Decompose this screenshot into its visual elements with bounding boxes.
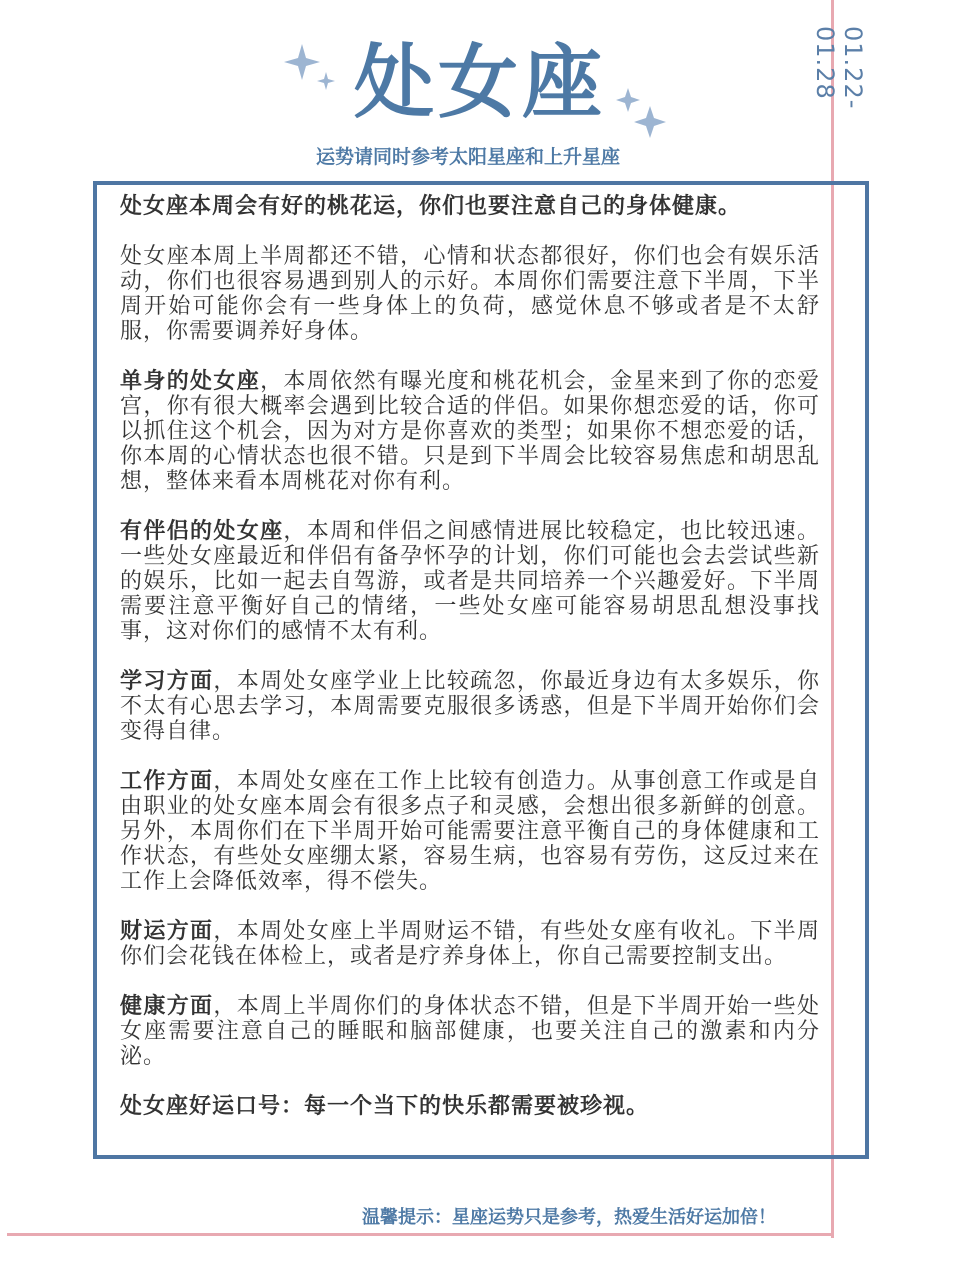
section-label: 健康方面 <box>120 994 214 1019</box>
section-text: ，本周处女座在工作上比较有创造力。从事创意工作或是自由职业的处女座本周会有很多点子和灵感，会想出很多新鲜的创意。另外，本周你们在下半周开始可能需要注意平衡自己的身体健康和工作状态，有些处女座绷太紧，容易生病，也容易有劳伤，这反过来在工作上会降低效率，得不偿失。 <box>120 769 820 894</box>
subtitle: 运势请同时参考太阳星座和上升星座 <box>315 146 620 168</box>
pink-horizontal-line <box>7 1233 834 1236</box>
page-title: 处女座 <box>354 36 606 129</box>
section-text: ，本周依然有曝光度和桃花机会，金星来到了你的恋爱宫，你有很大概率会遇到比较合适的伴侣。如果你想恋爱的话，你可以抓住这个机会，因为对方是你喜欢的类型；如果你不想恋爱的话，你本周的心情状态也很不错。只是到下半周会比较容易焦虑和胡思乱想，整体来看本周桃花对你有利。 <box>120 369 820 494</box>
overview-paragraph: 处女座本周上半周都还不错，心情和状态都很好，你们也会有娱乐活动，你们也很容易遇到别人的示好。本周你们需要注意下半周，下半周开始可能你会有一些身体上的负荷，感觉休息不够或者是不太舒服，你需要调养好身体。 <box>120 244 820 344</box>
section-label: 工作方面 <box>120 769 214 794</box>
date-range: 01.22-01.28 <box>811 26 867 110</box>
section-study <box>120 669 820 744</box>
section-text: ，本周和伴侣之间感情进展比较稳定，也比较迅速。一些处女座最近和伴侣有备孕怀孕的计划，你们可能也会去尝试些新的娱乐，比如一起去自驾游，或者是共同培养一个兴趣爱好。下半周需要注意平衡好自己的情绪，一些处女座可能容易胡思乱想没事找事，这对你们的感情不太有利。 <box>120 519 820 644</box>
section-single <box>120 369 820 494</box>
section-work <box>120 769 820 894</box>
section-text: ，本周处女座学业上比较疏忽，你最近身边有太多娱乐，你不太有心思去学习，本周需要克服很多诱惑，但是下半周开始你们会变得自律。 <box>120 669 820 744</box>
lucky-slogan: 处女座好运口号：每一个当下的快乐都需要被珍视。 <box>120 1094 650 1119</box>
section-wealth <box>120 919 820 969</box>
section-label: 有伴侣的处女座 <box>120 519 284 544</box>
headline: 处女座本周会有好的桃花运，你们也要注意自己的身体健康。 <box>120 194 742 219</box>
section-label: 财运方面 <box>120 919 214 944</box>
section-label: 学习方面 <box>120 669 214 694</box>
horoscope-content <box>120 194 820 1144</box>
section-partnered <box>120 519 820 644</box>
section-label: 单身的处女座 <box>120 369 261 394</box>
section-text: ，本周上半周你们的身体状态不错，但是下半周开始一些处女座需要注意自己的睡眠和脑部健康，也要关注自己的激素和内分泌。 <box>120 994 820 1069</box>
section-text: ，本周处女座上半周财运不错，有些处女座有收礼。下半周你们会花钱在体检上，或者是疗养身体上，你自己需要控制支出。 <box>120 919 820 969</box>
footer-tip: 温馨提示：星座运势只是参考，热爱生活好运加倍！ <box>362 1207 776 1228</box>
section-health <box>120 994 820 1069</box>
